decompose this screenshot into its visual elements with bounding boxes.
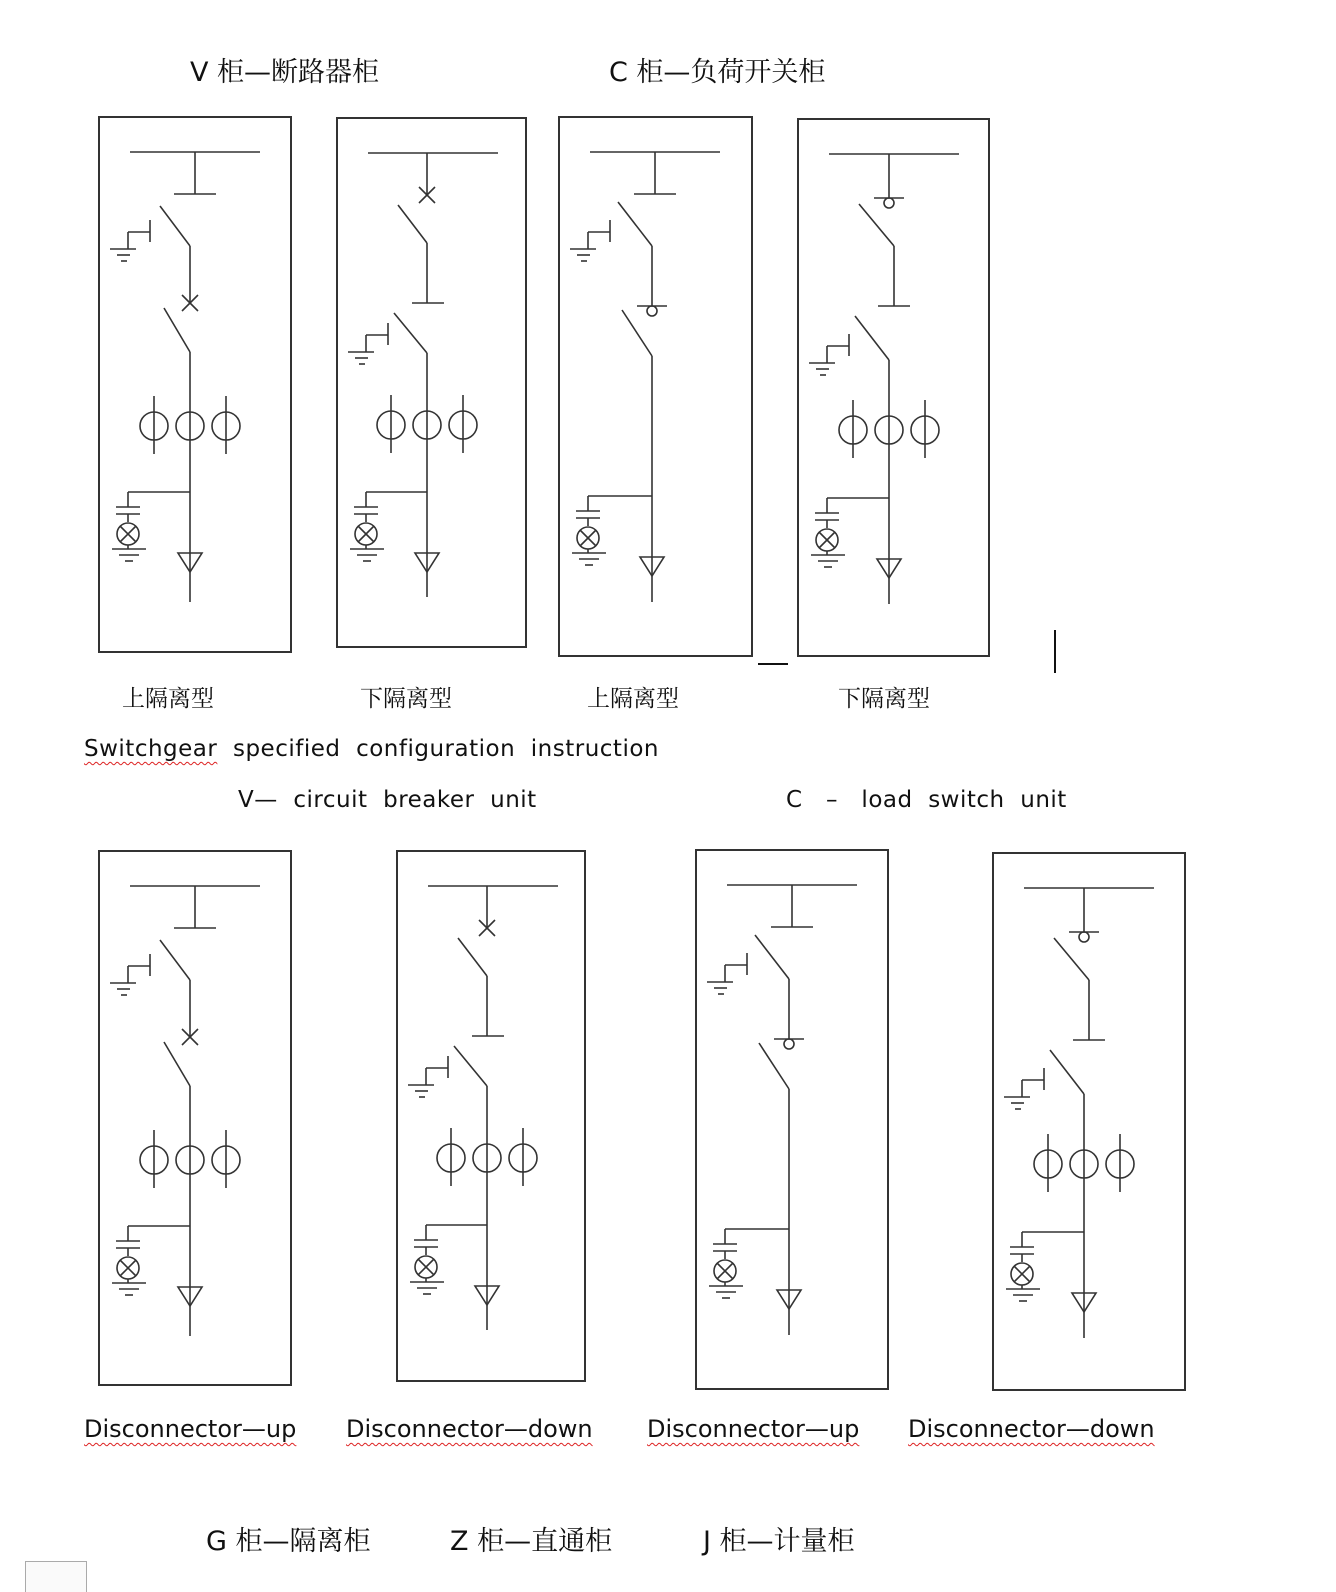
label-cn-c-down: 下隔离型: [838, 686, 930, 712]
earthing-switch-icon: [1004, 1068, 1044, 1109]
voltage-indicator-icon: [572, 496, 652, 565]
label-en-v-down: Disconnector—down: [346, 1415, 593, 1443]
cabinet-frame: [696, 850, 888, 1389]
switch-blade: [458, 938, 487, 976]
earthing-switch-icon: [408, 1056, 448, 1097]
cabinet-frame: [993, 853, 1185, 1390]
c-unit-label: C – load switch unit: [786, 787, 1067, 813]
label-cn-c-up: 上隔离型: [587, 686, 679, 712]
cabinet-frame: [397, 851, 585, 1381]
contact-circle: [784, 1039, 794, 1049]
earthing-switch-icon: [110, 954, 150, 995]
cabinet-diagram-c-down: [797, 118, 990, 657]
footer-z-cabinet: Z 柜—直通柜: [450, 1526, 613, 1557]
text-cursor: [1054, 630, 1056, 673]
load-switch-contact-icon: [874, 198, 904, 208]
switch-blade: [160, 206, 190, 246]
switch-blade: [1050, 1050, 1084, 1094]
voltage-indicator-icon: [112, 1226, 190, 1295]
label-en-v-up: Disconnector—up: [84, 1415, 297, 1443]
heading-rest: specified configuration instruction: [217, 736, 659, 762]
earthing-switch-icon: [707, 953, 747, 994]
v-unit-label: V— circuit breaker unit: [238, 787, 537, 813]
cabinet-frame: [99, 851, 291, 1385]
voltage-indicator-icon: [350, 492, 427, 561]
cabinet-diagram-v-down: [396, 850, 586, 1382]
load-switch-contact-icon: [1069, 932, 1099, 942]
label-en-c-up: Disconnector—up: [647, 1415, 860, 1443]
contact-circle: [884, 198, 894, 208]
earthing-switch-icon: [110, 220, 150, 261]
voltage-indicator-icon: [1006, 1232, 1084, 1301]
earthing-switch-icon: [570, 220, 610, 261]
cabinet-diagram-v-up: [98, 116, 292, 653]
switch-blade: [755, 935, 789, 979]
cabinet-diagram-v-down: [336, 117, 527, 648]
load-switch-contact-icon: [637, 306, 667, 316]
switch-blade: [1054, 938, 1089, 980]
contact-circle: [1079, 932, 1089, 942]
english-heading: [84, 736, 659, 762]
label-cn-v-down: 下隔离型: [360, 686, 452, 712]
voltage-indicator-icon: [811, 498, 889, 567]
footer-g-cabinet: G 柜—隔离柜: [206, 1526, 371, 1557]
voltage-indicator-icon: [410, 1225, 487, 1294]
load-switch-contact-icon: [774, 1039, 804, 1049]
switch-blade: [164, 308, 190, 352]
switch-blade: [855, 316, 889, 360]
cabinet-diagram-c-up: [558, 116, 753, 657]
cabinet-frame: [559, 117, 752, 656]
cabinet-frame: [337, 118, 526, 647]
cabinet-frame: [99, 117, 291, 652]
cabinet-diagram-c-down: [992, 852, 1186, 1391]
switch-blade: [859, 204, 894, 246]
switch-blade: [622, 310, 652, 356]
switch-blade: [160, 940, 190, 980]
voltage-indicator-icon: [709, 1229, 789, 1298]
switch-blade: [454, 1046, 487, 1086]
switch-blade: [394, 313, 427, 353]
earthing-switch-icon: [348, 323, 388, 364]
voltage-indicator-icon: [112, 492, 190, 561]
switch-blade: [164, 1042, 190, 1086]
contact-circle: [647, 306, 657, 316]
footer-j-cabinet: J 柜—计量柜: [703, 1526, 855, 1557]
cabinet-diagram-v-up: [98, 850, 292, 1386]
switch-blade: [618, 202, 652, 246]
c-cabinet-title: C 柜—负荷开关柜: [609, 57, 826, 88]
switch-blade: [398, 205, 427, 243]
earthing-switch-icon: [809, 334, 849, 375]
label-cn-v-up: 上隔离型: [122, 686, 214, 712]
label-en-c-down: Disconnector—down: [908, 1415, 1155, 1443]
v-cabinet-title: V 柜—断路器柜: [190, 57, 380, 88]
stray-line: [758, 663, 788, 665]
page-tab[interactable]: [25, 1561, 87, 1592]
switch-blade: [759, 1043, 789, 1089]
misspelled-word[interactable]: Switchgear: [84, 736, 218, 762]
cabinet-diagram-c-up: [695, 849, 889, 1390]
